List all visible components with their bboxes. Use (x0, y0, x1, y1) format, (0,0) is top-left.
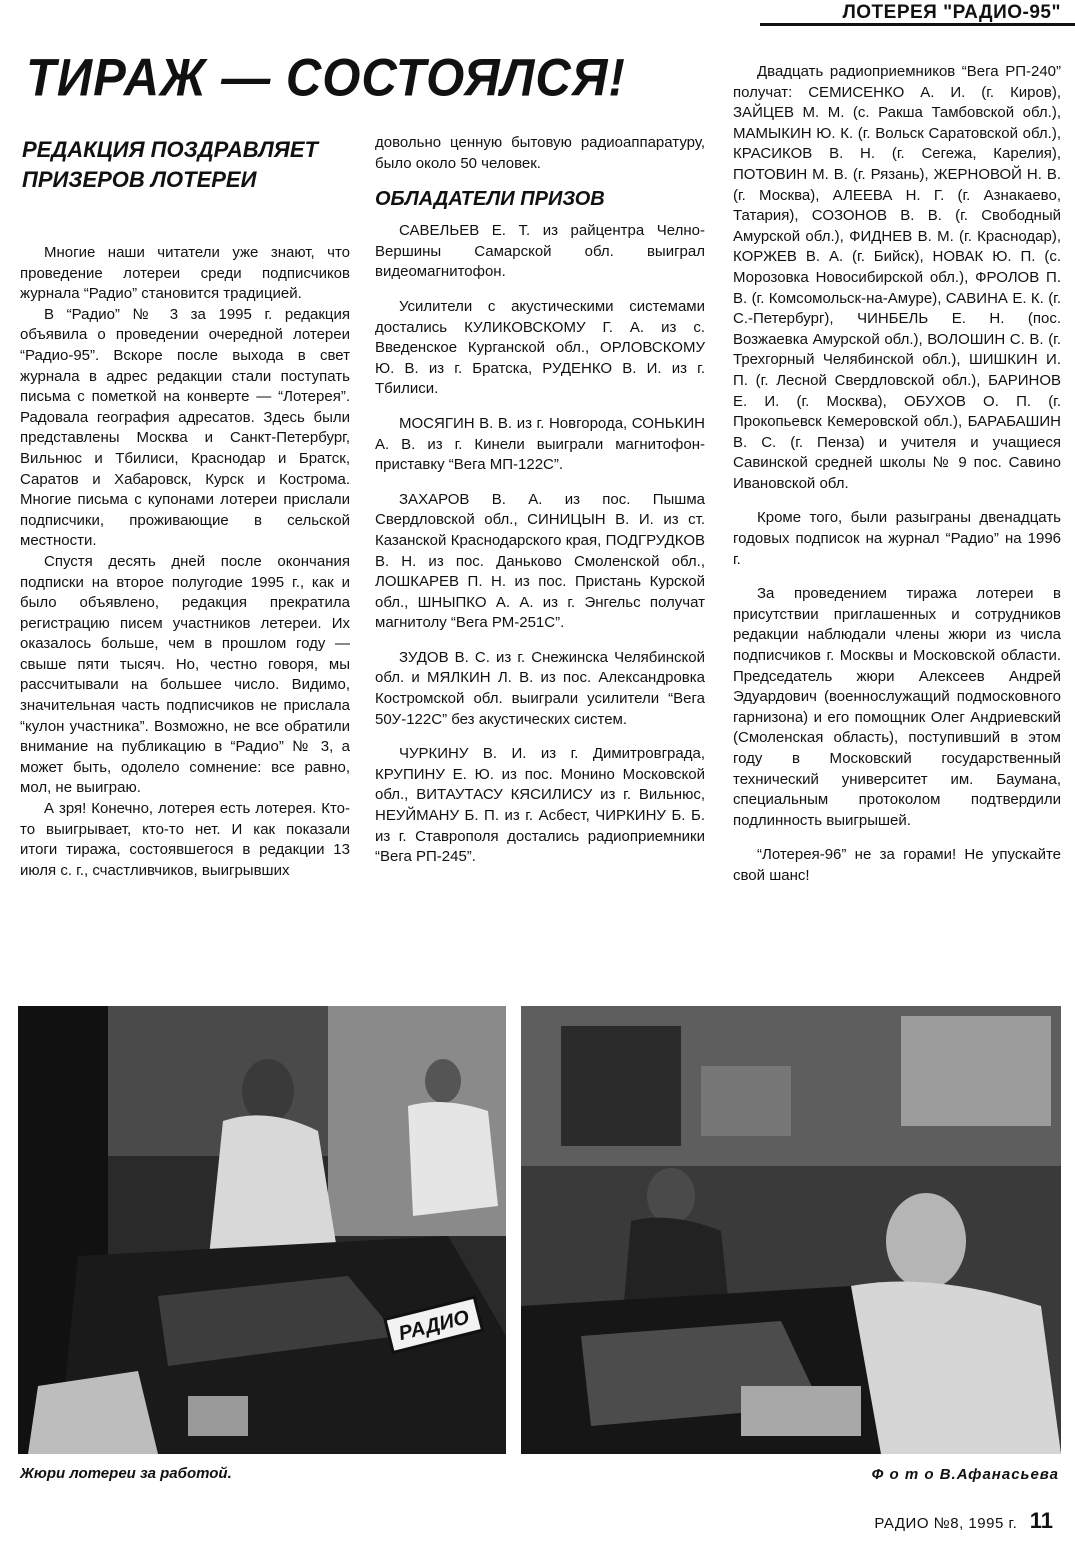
subhead: РЕДАКЦИЯ ПОЗДРАВЛЯЕТ ПРИЗЕРОВ ЛОТЕРЕИ (22, 137, 318, 192)
article-column-1 (20, 243, 350, 881)
paragraph: ЗАХАРОВ В. А. из пос. Пышма Свердловской обл., СИНИЦЫН В. И. из ст. Казанской Краснодарского края, ПОДГРУДКОВ В. Н. из пос. Даньково Смоленской обл., ЛОШКАРЕВ П. Н. из пос. Пристань Курской обл., ШНЫПКО А. А. из г. Энгельс получат магнитолу “Вега РМ-251С”. (375, 490, 705, 632)
prize-heading: ОБЛАДАТЕЛИ ПРИЗОВ (375, 188, 605, 211)
paragraph: САВЕЛЬЕВ Е. Т. из райцентра Челно-Вершины Самарской обл. выиграл видеомагнитофон. (375, 222, 705, 281)
article-column-2 (375, 133, 705, 868)
article-column-3 (733, 62, 1061, 887)
photo-jury-left-image (18, 1006, 506, 1454)
paragraph: В “Радио” № 3 за 1995 г. редакция объявила о проведении очередной лотереи “Радио-95”. Вскоре после выхода в свет журнала в адрес редакции стали поступать письма с пометкой на конверте — “Лотерея”. Радовала география адресатов. Здесь были представлены Москва и Санкт-Петербург, Вильнюс и Тбилиси, Краснодар и Братск, Саратов и Хабаровск, Курск и Кострома. Многие письма с купонами лотереи прислали подписчики, проживающие в сельской местности. (20, 305, 350, 550)
photo-credit: Ф о т о В.Афанасьева (871, 1466, 1059, 1483)
headline: ТИРАЖ — СОСТОЯЛСЯ! (26, 48, 626, 108)
photo-jury-left (18, 1006, 506, 1454)
photo-jury-right (521, 1006, 1061, 1454)
paragraph: Усилители с акустическими системами достались КУЛИКОВСКОМУ Г. А. из с. Введенское Курганской обл., ОРЛОВСКОМУ Ю. В. из г. Братска, РУДЕНКО В. И. из г. Тбилиси. (375, 297, 705, 398)
paragraph: “Лотерея-96” не за горами! Не упускайте свой шанс! (733, 846, 1061, 884)
paragraph: ЧУРКИНУ В. И. из г. Димитровграда, КРУПИНУ Е. Ю. из пос. Монино Московской обл., ВИТАУТАСУ КЯСИЛИСУ из г. Вильнюс, НЕУЙМАНУ Б. П. из г. Асбест, ЧИРКИНУ Б. Б. из г. Ставрополя достались радиоприемники “Вега РП-245”. (375, 745, 705, 866)
paragraph: Многие наши читатели уже знают, что проведение лотереи среди подписчиков журнала “Радио” становится традицией. (20, 244, 350, 303)
photo-jury-right-image (521, 1006, 1061, 1454)
paragraph: За проведением тиража лотереи в присутствии приглашенных и сотрудников редакции наблюдали члены жюри из числа подписчиков г. Москвы и Московской области. Председатель жюри Алексеев Андрей Эдуардович (военнослужащий подмосковного гарнизона) и его помощник Олег Андриевский (Смоленская область), поступивший в этом году в Московский государственный технический университет им. Баумана, специальным протоколом подтвердили подлинность выигрышей. (733, 585, 1061, 829)
footer-issue: РАДИО №8, 1995 г. (874, 1515, 1018, 1532)
paragraph: Двадцать радиоприемников “Вега РП-240” получат: СЕМИСЕНКО А. И. (г. Киров), ЗАЙЦЕВ М. М. (с. Ракша Тамбовской обл.), МАМЫКИН Ю. К. (г. Вольск Саратовской обл.), КРАСИКОВ В. Н. (г. Сегежа, Карелия), ПОТОВИН М. В. (г. Рязань), ЖЕРНОВОЙ Н. В. (г. Москва), АЛЕЕВА Н. Г. (г. Азнакаево, Татария), СОЗОНОВ В. В. (г. Свободный Амурской обл.), ФИДНЕВ В. М. (г. Краснодар), КОРЖЕВ В. А. (г. Бийск), НОВАК Ю. П. (с. Морозовка Новосибирской обл.), ФРОЛОВ П. В. (г. Комсомольск-на-Амуре), САВИНА Е. К. (г. С.-Петербург), ЧИНБЕЛЬ Е. Н. (пос. Возжаевка Амурской обл.), ВОЛОШИН С. В. (г. Трехгорный Челябинской обл.), ШИШКИН И. П. (г. Лесной Свердловской обл.), БАРИНОВ Е. И. (г. Москва), ОБУХОВ О. П. (г. Прокопьевск Кемеровской обл.), БАРАБАШИН В. С. (г. Пенза) и учителя и учащиеся Савинской средней школы № 9 пос. Савино Ивановской обл. (733, 63, 1061, 492)
paragraph: А зря! Конечно, лотерея есть лотерея. Кто-то выигрывает, кто-то нет. И как показали итоги тиража, состоявшегося в редакции 13 июля с. г., счастливчиков, выигрывших (20, 800, 350, 879)
page-number: 11 (1029, 1508, 1053, 1533)
photo-caption: Жюри лотереи за работой. (20, 1465, 232, 1482)
paragraph: Спустя десять дней после окончания подписки на второе полугодие 1995 г., как и было объявлено, редакция прекратила регистрацию писем участников летереи. Их оказалось больше, чем в прошлом году — свыше пяти тысяч. Но, честно говоря, мы рассчитывали на большее число. Видимо, значительная часть подписчиков не прислала “кулон участника”. Возможно, не все обратили внимание на публикацию в “Радио” № 3, а может быть, одолело сомнение: все равно, мол, не выиграю. (20, 552, 350, 797)
photo-sign-text: РАДИО (396, 1306, 472, 1346)
paragraph: Кроме того, были разыграны двенадцать годовых подписок на журнал “Радио” на 1996 г. (733, 509, 1061, 568)
page-footer (874, 1508, 1053, 1534)
section-label: ЛОТЕРЕЯ "РАДИО-95" (842, 2, 1061, 23)
paragraph: ЗУДОВ В. С. из г. Снежинска Челябинской обл. и МЯЛКИН Л. В. из пос. Александровка Костромской обл. выиграли усилители “Вега 50У-122С” без акустических систем. (375, 648, 705, 728)
paragraph: МОСЯГИН В. В. из г. Новгорода, СОНЬКИН А. В. из г. Кинели выиграли магнитофон-приставку “Вега МП-122С”. (375, 414, 705, 474)
section-header-bar (760, 0, 1075, 26)
paragraph: довольно ценную бытовую радиоаппаратуру, было около 50 человек. (375, 134, 705, 172)
